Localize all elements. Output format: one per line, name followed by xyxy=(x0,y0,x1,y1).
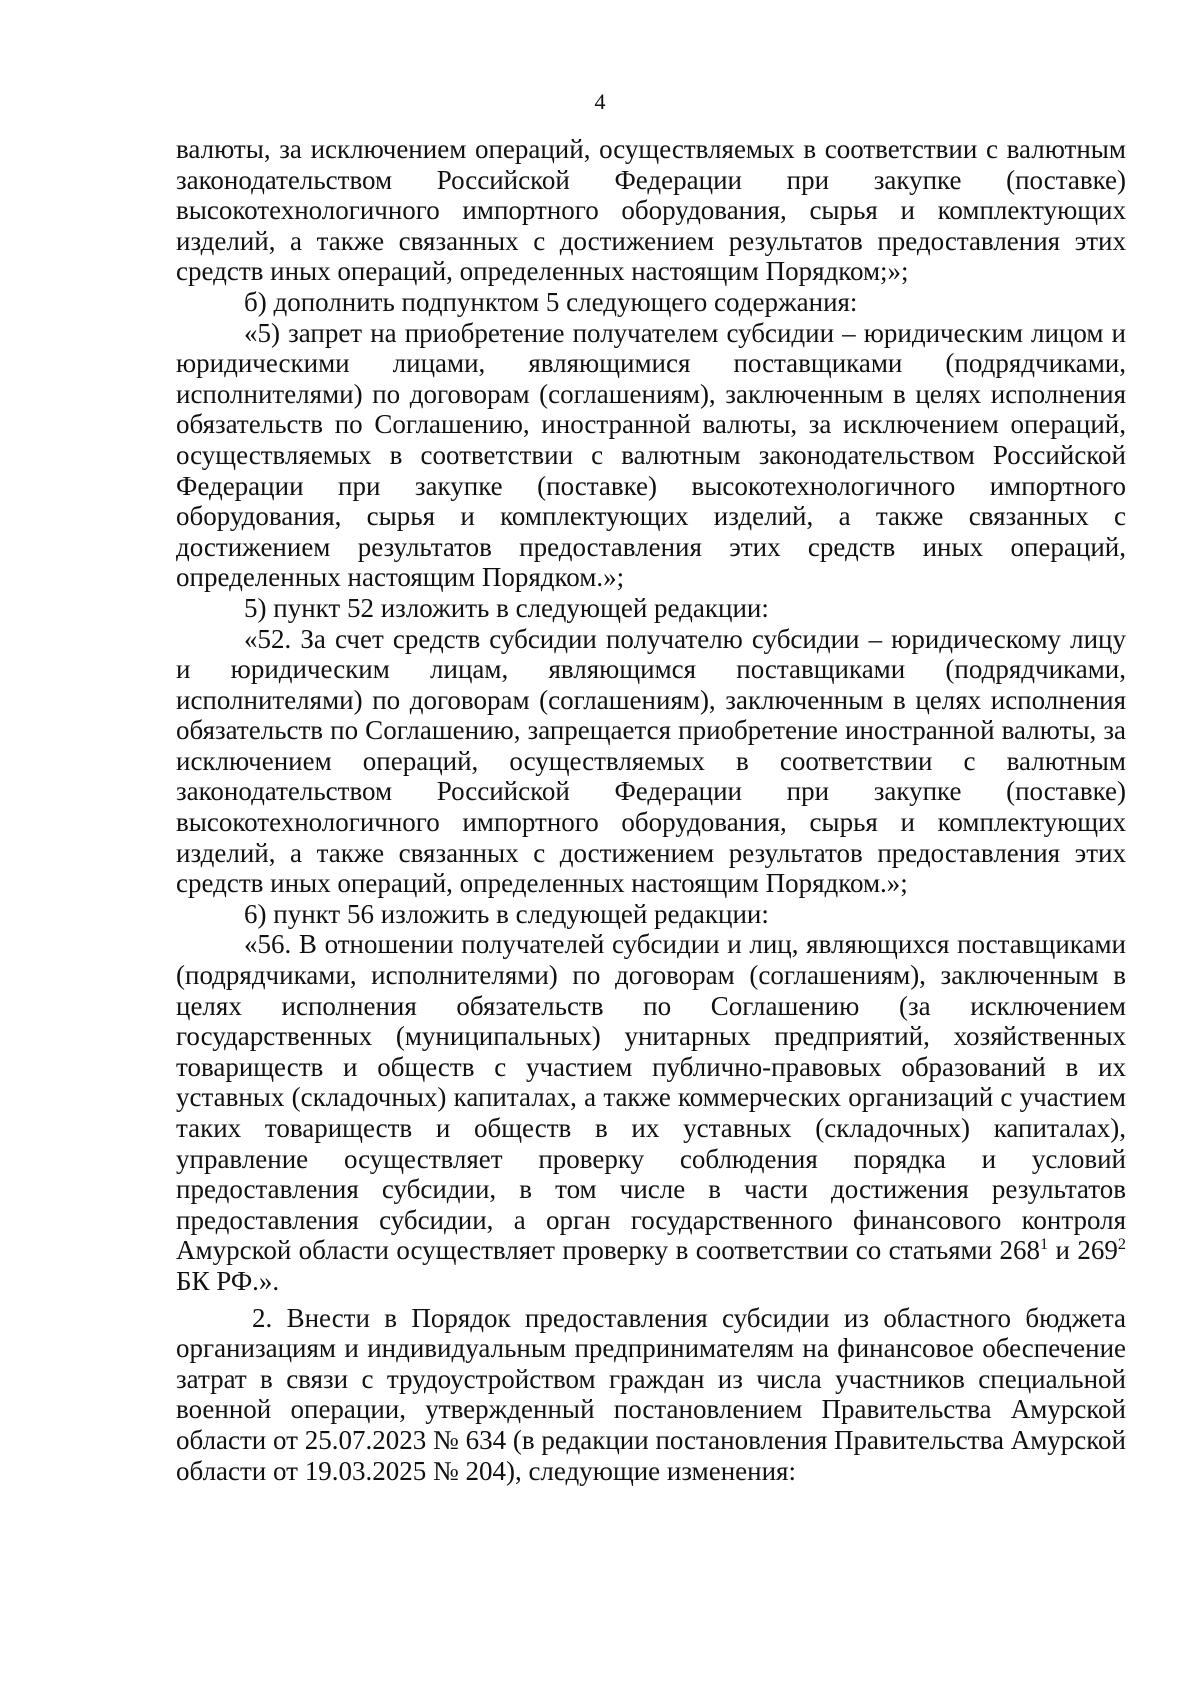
article-268-superscript: 1 xyxy=(1040,1235,1049,1254)
document-body xyxy=(176,134,1126,1486)
article-269: 269 xyxy=(1077,1235,1118,1266)
article-269-superscript: 2 xyxy=(1117,1235,1126,1254)
clause-56-tail: БК РФ.». xyxy=(176,1265,280,1296)
paragraph-item-b: б) дополнить подпунктом 5 следующего содержания: xyxy=(244,286,858,317)
paragraph-clause-56 xyxy=(176,929,1126,1296)
paragraph-section-2: 2. Внести в Порядок предоставления субсидии из областного бюджета организациям и индивидуальным предпринимателям на финансовое обеспечение затрат в связи с трудоустройством граждан из числа участников специальной военной операции, утвержденный постановлением Правительства Амурской области от 25.07.2023 № 634 (в редакции постановления Правительства Амурской области от 19.03.2025 № 204), следующие изменения: xyxy=(176,1302,1126,1486)
page-number: 4 xyxy=(594,89,606,114)
article-268: 268 xyxy=(999,1235,1041,1266)
paragraph-item-6: 6) пункт 56 изложить в следующей редакции: xyxy=(244,898,769,929)
paragraph-clause-52: «52. За счет средств субсидии получателю субсидии – юридическому лицу и юридическим лицам, являющимся поставщиками (подрядчиками, исполнителями) по договорам (соглашениям), заключенным в целях исполнения обязательств по Соглашению, запрещается приобретение иностранной валюты, за исключением операций, осуществляемых в соответствии с валютным законодательством Российской Федерации при закупке (поставке) высокотехнологичного импортного оборудования, сырья и комплектующих изделий, а также связанных с достижением результатов предоставления этих средств иных операций, определенных настоящим Порядком.»; xyxy=(176,623,1126,899)
paragraph-currency-continuation: валюты, за исключением операций, осуществляемых в соответствии с валютным законодательством Российской Федерации при закупке (поставке) высокотехнологичного импортного оборудования, сырья и комплектующих изделий, а также связанных с достижением результатов предоставления этих средств иных операций, определенных настоящим Порядком;»; xyxy=(176,134,1126,287)
article-joiner: и xyxy=(1048,1235,1078,1266)
clause-56-text: «56. В отношении получателей субсидии и лиц, являющихся поставщиками (подрядчиками, исполнителями) по договорам (соглашениям), заключенным в целях исполнения обязательств по Соглашению (за исключением государственных (муниципальных) унитарных предприятий, хозяйственных товариществ и обществ с участием публично-правовых образований в их уставных (складочных) капиталах, а также коммерческих организаций с участием таких товариществ и обществ в их уставных (складочных) капиталах), управление осуществляет проверку соблюдения порядка и условий предоставления субсидии, в том числе в части достижения результатов предоставления субсидии, а орган государственного финансового контроля Амурской области осуществляет проверку в соответствии со статьями xyxy=(176,929,1126,1266)
paragraph-item-5: 5) пункт 52 изложить в следующей редакции: xyxy=(244,592,769,623)
paragraph-subitem-5: «5) запрет на приобретение получателем субсидии – юридическим лицом и юридическими лицами, являющимися поставщиками (подрядчиками, исполнителями) по договорам (соглашениям), заключенным в целях исполнения обязательств по Соглашению, иностранной валюты, за исключением операций, осуществляемых в соответствии с валютным законодательством Российской Федерации при закупке (поставке) высокотехнологичного импортного оборудования, сырья и комплектующих изделий, а также связанных с достижением результатов предоставления этих средств иных операций, определенных настоящим Порядком.»; xyxy=(176,317,1126,593)
